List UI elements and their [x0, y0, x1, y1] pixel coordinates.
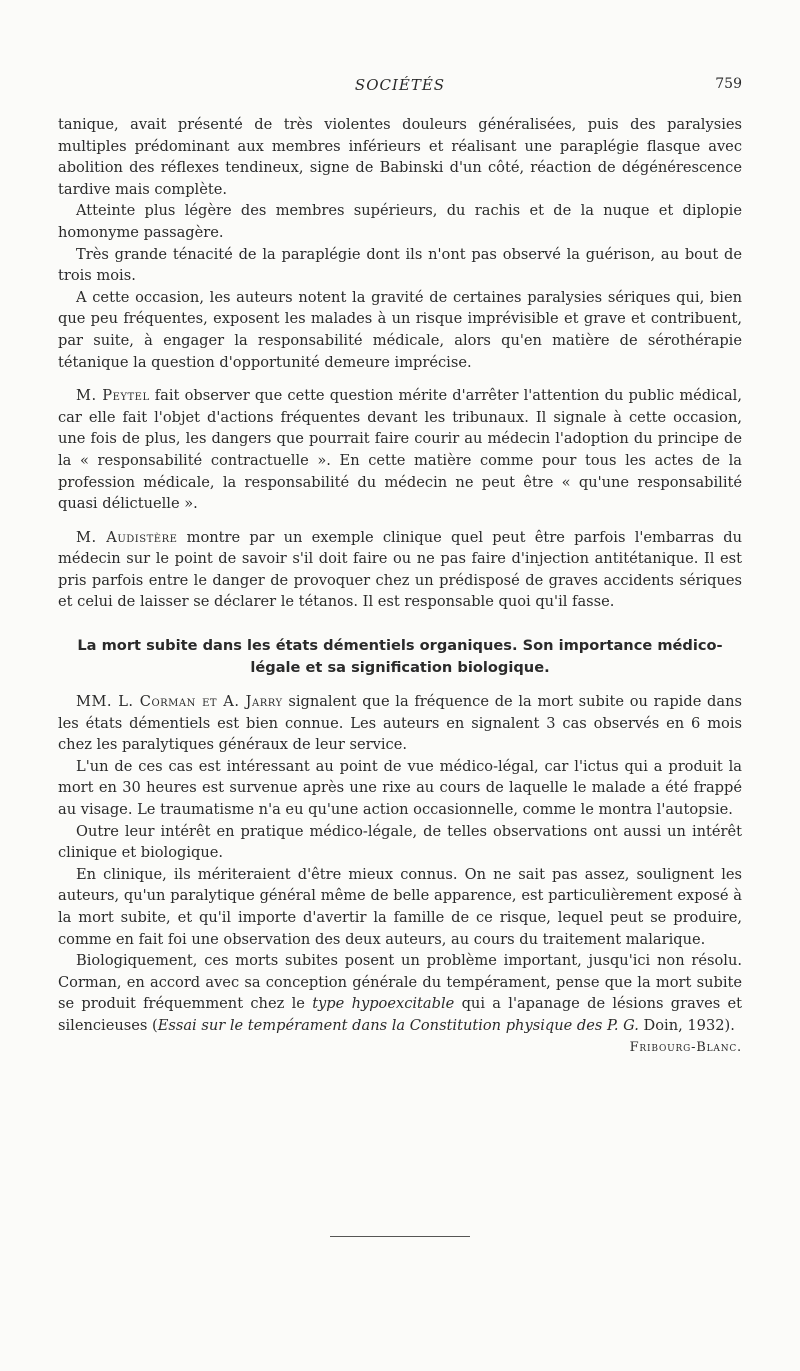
section-heading: La mort subite dans les états démentiels organiques. Son importance médico-légale et sa signification biologique.	[77, 637, 723, 677]
paragraph-biology	[58, 950, 743, 1055]
page-number: 759	[715, 76, 742, 92]
paragraph: En clinique, ils mériteraient d'être mieux connus. On ne sait pas assez, soulignent les auteurs, qu'un paralytique général même de belle apparence, est particulièrement exposé à la mort subite, et qu'il importe d'avertir la famille de ce risque, lequel peut se produire, comme en fait foi une observation des deux auteurs, au cours du traitement malarique.	[58, 865, 742, 948]
paragraph-text: fait observer que cette question mérite d'arrêter l'attention du public médical, car elle fait l'objet d'actions fréquentes devant les tribunaux. Il signale à cette occasion, une fois de plus, les dangers que pourrait faire courir au médecin l'adoption du principe de la « responsabilité contractuelle ». En cette matière comme pour tous les actes de la profession médicale, la responsabilité du médecin ne peut être « qu'une responsabilité quasi délictuelle ».	[58, 387, 742, 513]
paragraph-text: qui a l'apanage de lésions graves et silencieuses (	[58, 995, 743, 1034]
paragraph: A cette occasion, les auteurs notent la gravité de certaines paralysies sériques qui, bien que peu fréquentes, exposent les malades à un risque imprévisible et grave et contribuent, par suite, à engager la responsabilité médicale, alors qu'en matière de sérothérapie tétanique la question d'opportunité demeure imprécise.	[58, 288, 742, 371]
author-signature: Fribourg-Blanc.	[629, 1039, 742, 1055]
paragraph-text: montre par un exemple clinique quel peut être parfois l'embarras du médecin sur le point de savoir s'il doit faire ou ne pas faire d'injection antitétanique. Il est pris parfois entre le danger de provoquer chez un prédisposé de graves accidents sériques et celui de laisser se déclarer le tétanos. Il est responsable quoi qu'il fasse.	[58, 528, 742, 611]
end-rule	[330, 1236, 470, 1237]
running-head-title: SOCIÉTÉS	[354, 76, 446, 94]
paragraph: Atteinte plus légère des membres supérieurs, du rachis et de la nuque et diplopie homonyme passagère.	[58, 202, 742, 241]
reference-title: Essai sur le tempérament dans la Constitution physique des P. G.	[157, 1016, 639, 1034]
paragraph-continuation: tanique, avait présenté de très violentes douleurs généralisées, puis des paralysies multiples prédominant aux membres inférieurs et réalisant une paraplégie flasque avec abolition des réflexes tendineux, signe de Babinski d'un côté, réaction de dégénérescence tardive mais complète.	[58, 116, 742, 198]
italic-term: type hypoexcitable	[312, 995, 455, 1013]
speaker-name: M. Audistère	[76, 528, 178, 546]
speaker-name: M. Peytel	[76, 387, 150, 405]
paragraph-text: Doin, 1932).	[638, 1016, 735, 1034]
paragraph: Outre leur intérêt en pratique médico-légale, de telles observations ont aussi un intérêt clinique et biologique.	[58, 822, 742, 862]
paragraph: L'un de ces cas est intéressant au point de vue médico-légal, car l'ictus qui a produit la mort en 30 heures est survenue après une rixe au cours de laquelle le malade a été frappé au visage. Le traumatisme n'a eu qu'une action occasionnelle, comme le montra l'autopsie.	[58, 757, 742, 819]
paragraph-text: Biologiquement, ces morts subites posent un problème important, jusqu'ici non résolu. Corman, en accord avec sa conception générale du tempérament, pense que la mort subite se produit fréquemment chez le	[58, 952, 742, 1013]
paragraph-audistere	[58, 527, 742, 613]
paragraph: Très grande ténacité de la paraplégie dont ils n'ont pas observé la guérison, au bout de trois mois.	[58, 245, 742, 285]
paragraph-text: signalent que la fréquence de la mort subite ou rapide dans les états démentiels est bien connue. Les auteurs en signalent 3 cas observés en 6 mois chez les paralytiques généraux de leur service.	[58, 693, 742, 754]
paragraph-authors	[58, 691, 742, 756]
author-names: MM. L. Corman et A. Jarry	[76, 693, 283, 711]
article-body	[58, 114, 742, 1058]
paragraph-peytel	[58, 385, 742, 515]
running-head	[58, 76, 742, 98]
